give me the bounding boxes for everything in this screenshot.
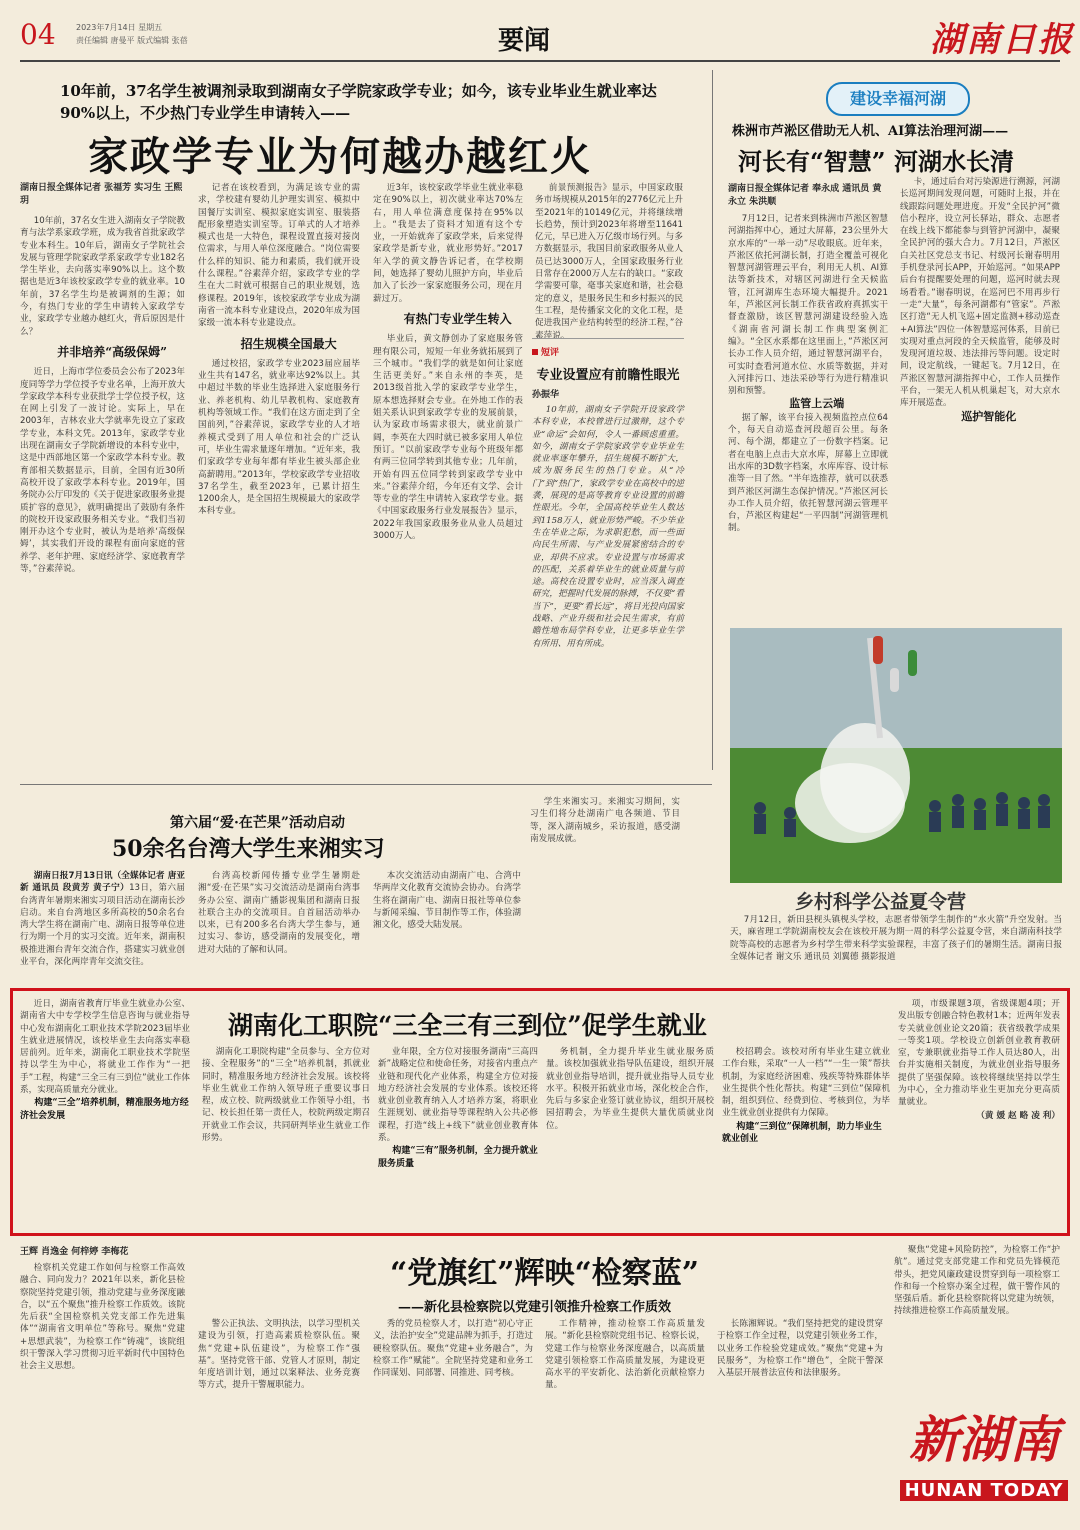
lead-subheading-3: 有热门专业学生转入 [403,311,512,326]
lead-column-2 [198,182,360,779]
vocational-column-1 [20,998,190,1230]
vocational-column-4: 务机制，全力提升毕业生就业服务质量。该校加强就业指导队伍建设，组织开展就业创业指导培训，提升就业指导人员专业水平。积极开拓就业市场，深化校企合作，先后与多家企业签订就业协议，组织开展校园招聘会，为毕业生提供大量优质就业岗位。 [546,1047,714,1131]
lead-paragraph-6: 毕业后，黄文静创办了家庭服务管理有限公司，短短一年业务就拓展到了三个城市。“我们学的就是如何让家庭生活更美好。”来自永州的李英，是2013级首批入学的家政学专业学生，原本想选择财会专业。在外地工作的表姐关系认识到家政学专业的发展前景，认为家政市场需求很大，就业前景广阔，李英在大四时就已被多家用人单位预订。“以前家政学专业每个班级年都有两三位同学转到其他专业；几年前，开始有四五位同学转到家政学专业中来。”谷素萍介绍，今年还有文学、会计等专业的学生申请转入家政学专业。据《中国家政服务行业发展报告》显示，2022年我国家政服务业从业人员超过3000万人。 [373,334,523,542]
taiwan-column-3: 本次交流活动由湖南广电、合湾中华两岸文化教育交流协会协办。台湾学生将在湖南广电、湖南日报社等单位参与新闻采编、节目制作等工作，体验湖湘文化，感受大陆发展。 [373,871,521,931]
party-column-5: 长陈湘辉说。“我们坚持把党的建设贯穿于检察工作全过程，以党建引领业务工作，以业务工作检验党建成效。”聚焦“党建+为民服务”，为检察工作“增色”，全院干警深入基层开展普法宣传和法律服务。 [717,1319,883,1379]
taiwan-column-1 [20,870,185,978]
commentary-author: 孙振华 [532,390,560,400]
party-column-2: 警公正执法、文明执法，以学习型机关建设为引领，打造高素质检察队伍。聚焦“党建+队伍建设”，为检察工作“强基”。坚持党管干部、党管人才原则，制定年度培训计划，通过以案释法、业务竞赛等方式，提升干警履职能力。 [198,1319,360,1391]
commentary-tag-text: 短评 [541,348,560,358]
lead-paragraph-7: 前景预测报告》显示，中国家政服务市场规模从2015年的2776亿元上升至2021年的10149亿元，并将继续增长趋势，预计到2023年将增至11641亿元，早已进入万亿级市场行列。与多方数据显示，我国目前家政服务从业人员已达3000万人，全国家政服务行业日常存在2000万人左右的缺口。“家政学需要可靠，毫事关家庭和谐，社会稳定的意义，是服务民生和乡村振兴的民生工程，是传播家文化的文化工程，是促进我国产业结构转型的经济工程，”谷素萍说。 [535,183,683,341]
vocational-paragraph-1: 近日，湖南省教育厅毕业生就业办公室、湖南省大中专学校学生信息咨询与就业指导中心发布湖南化工职业技术学院2023届毕业生就业进展情况，该校毕业生去向落实率稳居前列。近年来，湖南化工职业技术学院坚持以学生为中心，将就业工作作为“一把手”工程，构建“三全三有三到位”就业工作体系，实现高质量充分就业。 [20,999,190,1096]
commentary-box [532,338,684,779]
commentary-title: 专业设置应有前瞻性眼光 [536,368,680,383]
photo-caption: 7月12日，新田县枧头镇枧头学校，志愿者带领学生制作的“水火箭”升空发射。当天，麻省理工学院湖南校友会在该校开展为期一周的科学公益夏令营，来自湖南科技学院等高校的志愿者为乡村学生带来科学实验课程，丰富了孩子们的暑期生活。湖南日报全媒体记者 谢文乐 通讯员 刘翼德 摄影报道 [730,915,1062,962]
summer-camp-photo-illustration [730,628,1062,883]
river-kicker: 株洲市芦淞区借助无人机、AI算法治理河湖—— [732,124,1009,139]
commentary-tag [532,345,684,358]
hunan-today-logo [900,1400,1068,1525]
party-column-6: 聚焦“党建+风险防控”，为检察工作“护航”。通过党支部党建工作和党员先锋模范带头，把党风廉政建设贯穿到每一项检察工作和每一个检察办案全过程，做干警作风的坚强后盾。新化县检察院将以党建为统领，持续推进检察工作高质量发展。 [894,1245,1060,1317]
river-paragraph-1: 7月12日，记者来到株洲市芦淞区智慧河湖指挥中心，通过大屏幕，23公里外大京水库的“一举一动”尽收眼底。近年来，芦淞区依托河湖长制，打造全覆盖可视化智慧河湖管理云平台，利用无人机、AI算法等新技术，对辖区河湖进行全天候监管，江河湖库生态环境大幅提升。2021年，芦淞区河长制工作获省政府真抓实干督查激励，该区智慧河湖建设经验入选《湖南省河湖长制工作典型案例汇编》。“全区水系都在这里面上，”芦淞区河长办工作人员介绍，通过智慧河湖平台，可实时查看河道水位、水质等数据，并对入河排污口、违法采砂等行为进行精准识别和预警。 [728,214,888,397]
lead-paragraph-4: 通过校招，家政学专业2023届应届毕业生共有147名，就业率达92%以上。其中超过半数的毕业生选择进入家庭服务行业、养老机构、幼儿早教机构、家庭教育机构等领域工作。“我们在这方面走到了全国前列，”谷素萍说，家政学专业的人才培养模式受到了用人单位和社会的广泛认可，毕业生需求量逐年增加。“近年来，我们家政学专业每年都有毕业生被头部企业高薪聘用。”2013年，学校家政学专业招收37名学生，截至2023年，已累计招生1200余人，是全国招生规模最大的家政学本科专业。 [198,358,360,517]
lead-kicker: 10年前，37名学生被调剂录取到湖南女子学院家政学专业；如今，该专业毕业生就业率达90%以上，不少热门专业学生申请转入—— [60,82,657,122]
page-header [0,0,1080,60]
commentary-tag-marker [532,349,538,355]
lead-column-3 [373,182,523,779]
vocational-paragraph-5: 校招聘会。该校对所有毕业生建立就业工作台账，采取“一人一档”“一生一策”帮扶机制，为家庭经济困难、残疾等特殊群体毕业生提供个性化帮扶。构建“三到位”保障机制，组织到位、经费到位、考核到位，为毕业生就业创业提供有力保障。 [722,1047,890,1119]
lead-paragraph-3: 记者在该校看到，为满足该专业的需求，学校建有婴幼儿护理实训室、模拟中国餐厅实训室、模拟家庭实训室、服装搭配形象塑造实训室等。订单式的人才培养模式也是一大特色，课程设置直接对接岗位需求，与用人单位深度融合。“岗位需要什么样的知识、能力和素质，我们就开设什么课程。”谷素萍介绍，家政学专业的学生在大二时就可根据自己的职业规划，选修课程。2019年，该校家政学专业成为湖南省一流本科专业建设点，2020年成为国家级一流本科专业建设点。 [198,183,360,329]
party-byline: 王辉 肖逸金 何梓婷 李梅花 [20,1247,129,1257]
vocational-column-5 [722,1046,890,1230]
page-number: 04 [20,18,56,51]
vocational-subheading-3: 构建“三到位”保障机制，助力毕业生就业创业 [722,1121,882,1145]
party-column-3: 秀的党员检察人才，以打造“初心守正义，法治护安全”党建品牌为抓手，打造过硬检察队伍。聚焦“党建+业务融合”，为检察工作“赋能”。全院坚持党建和业务工作同谋划、同部署、同推进、同考核。 [373,1319,533,1379]
river-title: 河长有“智慧” 河湖水长清 [738,147,1014,176]
taiwan-title: 50余名台湾大学生来湘实习 [112,836,385,862]
lead-paragraph-1: 10年前，37名女生进入湖南女子学院教育与法学系家政学班，成为我省首批家政学专业本科生。10年后，湖南女子学院社会发展与管理学院家政学系家政学专业182名学生毕业，去向落实率90%以上。这个数据也是近3年该校家政学专业的就业率。10年前，37名学生均是被调剂的生源；如今，有热门专业的学生申请转入家政学专业，家政学专业越办越红火，背后原因是什么？ [20,216,185,337]
vocational-title: 湖南化工职院“三全三有三到位”促学生就业 [228,1011,707,1040]
hunan-today-logo-en: HUNAN TODAY [900,1480,1068,1501]
vocational-subheading-1: 构建“三全”培养机制，精准服务地方经济社会发展 [20,1098,189,1121]
taiwan-byline-paragraph [20,870,185,968]
lead-title: 家政学专业为何越办越红火 [88,133,592,180]
party-title: “党旗红”辉映“检察蓝” [390,1256,700,1291]
vocational-paragraph-6: 项，市级课题3项，省级课题4项；开发出版专创融合特色教材1本；近两年发表专关就业创业论文20篇；获省级教学成果一等奖1项。学校设立创新创业教育教研室，专兼职就业指导工作人员达80人，出台并实施相关制度，为就业创业指导服务提供了坚强保障。该校将继续坚持以学生为中心，全力推动毕业生更加充分更高质量就业。 [898,999,1060,1108]
taiwan-column-2: 台湾高校新闻传播专业学生暑期赴湘“爱·在芒果”实习交流活动是湖南台湾事务办公室、湖南广播影视集团和湖南日报社联合主办的交流项目。自首届活动举办以来，已有200多名台湾大学生参与，通过实习、参访，感受湖南的发展变化，增进对大陆的了解和认同。 [198,871,360,955]
lead-column-4 [535,182,683,341]
lead-subheading-2: 招生规模全国最大 [240,336,337,351]
vocational-subheading-2: 构建“三有”服务机制，全力提升就业服务质量 [378,1146,538,1169]
taiwan-byline: 湖南日报7月13日讯（全媒体记者 唐亚新 通讯员 段黄芳 黄子宁） [20,871,185,894]
page-date: 2023年7月14日 星期五 [76,23,163,32]
party-kicker: ——新化县检察院以党建引领推升检察工作质效 [398,1300,672,1315]
party-column-4: 工作精神，推动检察工作高质量发展。“新化县检察院党组书记、检察长说，党建工作与检察业务深度融合，以高质量党建引领检察工作高质量发展，为建设更高水平的平安新化、法治新化贡献检察力量。 [545,1319,705,1391]
hunan-today-logo-cn: 新湖南 [909,1410,1059,1469]
river-column-2 [900,176,1060,623]
party-column-1: 检察机关党建工作如何与检察工作高效融合、同向发力？2021年以来，新化县检察院坚持党建引领，推动党建与业务深度融合，以“五个聚焦”推升检察工作质效。该院先后获“全国检察机关党支部工作先进集体”“湖南省文明单位”等称号。聚焦“党建+思想武装”，为检察工作“铸魂”，该院组织干警深入学习贯彻习近平新时代中国特色社会主义思想。 [20,1263,185,1372]
lead-paragraph-5: 近3年，该校家政学毕业生就业率稳定在90%以上，初次就业率达70%左右，用人单位满意度保持在95%以上。“我是去了资料才知道有这个专业，一开始就奔了家政学来，后来觉得家政学是新专业，就业形势好。”2017年入学的黄文静告诉记者，在学校期间，她选择了婴幼儿照护方向，毕业后加入了长沙一家家庭服务公司，现在月薪过万。 [373,183,523,304]
river-badge [826,82,970,116]
river-paragraph-2: 据了解，该平台接入视频监控点位64个，每天自动巡查河段超百公里。每条河、每个湖，都建立了一份数字档案。记者在电脑上点击大京水库，屏幕上立即就出水库的3D数字档案，水库库容、设计标准等一目了然。“半年选推荐，就可以获悉到芦淞区河湖生态保护情况。”芦淞区河长办工作人员介绍，依托智慧河湖云管理平台，芦淞区构建起“一平四制”河湖管理机制。 [728,412,888,534]
river-subheading-1: 监管上云端 [789,397,845,411]
taiwan-column-4: 学生来湘实习。来湘实习期间，实习生们将分赴湖南广电各频道、节目等，深入湖南城乡，采访报道，感受湖南发展成就。 [530,797,680,844]
photo-title: 乡村科学公益夏令营 [795,891,967,913]
river-subheading-2: 巡护智能化 [961,409,1017,423]
section-title: 要闻 [498,26,551,56]
newspaper-logo: 湖南日报 [930,20,1074,60]
taiwan-paragraph-1: 13日，第六届台湾青年暑期来湘实习项目活动在湖南长沙启动。来自台湾地区多所高校的50余名台湾大学生将在湖南广电、湖南日报等单位进行为期一个月的实习交流。近年来，湖南积极推进湘台青年交流合作，搭建实习就业创业平台，深化两岸青年交流交往。 [20,883,185,968]
commentary-body: 10年前，湖南女子学院开设家政学本科专业，本校曾进行过激辩，这个专业“命运”会如何，令人一番顾虑重重。如今，湖南女子学院家政学专业毕业生就业率逐年攀升，招生规模不断扩大，成为服务民生的热门专业。从“冷门”到“热门”，家政学专业在高校中的逆袭，展现的是高等教育专业设置的前瞻性眼光。今年，全国高校毕业生人数达到1158万人，就业形势严峻。不少毕业生在毕业之际，为求职犯愁，而一些面向民生所需、与产业发展紧密结合的专业，却供不应求。专业设置与市场需求的匹配，关系着毕业生的就业质量与前途。高校在设置专业时，应当深入调查研究，把握时代发展的脉搏，不仅要“看当下”，更要“看长远”，将目光投向国家战略、产业升级和社会民生需求，有前瞻性地布局学科专业，让更多毕业生学有所用、用有所成。 [532,405,684,649]
river-badge-text: 建设幸福河湖 [849,89,946,108]
summer-camp-photo [730,628,1062,883]
lead-paragraph-2: 近日，上海市学位委员会公布了2023年度同等学力学位授予专业名单，上海开放大学家政学本科专业获批学士学位授予权，这在网上引发了一波讨论。实际上，早在2003年，吉林农业大学就率先设立了家政学专业，本科文凭。2013年，家政学专业出现在湖南女子学院新增设的本科专业中，这是中西部地区第一个家政学本科专业。教育部相关数据显示，目前，全国有近30所高校开设了家政学本科专业。2019年，国务院办公厅印发的《关于促进家政服务业提质扩容的意见》，就明确提出了鼓励有条件的院校开设家政服务相关专业。“我们当初刚开办这个专业时，被认为是培养‘高级保姆’，其实我们开设的课程有面向家庭的营养学、老年护理、家庭经济学、家庭教育学等，”谷素萍说。 [20,367,185,575]
vocational-author: （黄 媛 赵 略 凌 利） [976,1110,1060,1121]
river-column-1 [728,213,888,623]
vocational-paragraph-3: 业年限，全方位对接服务湖南“三高四新”战略定位和使命任务，对接省内重点产业链和现代化产业体系，构建全方位对接地方经济社会发展的专业体系。该校还将就业创业教育纳入人才培养方案，将职业生涯规划、就业指导等课程纳入公共必修课程，打造“线上+线下”就业创业教育体系。 [378,1047,538,1144]
taiwan-kicker: 第六届“爱·在芒果”活动启动 [170,815,345,831]
vocational-column-3 [378,1046,538,1230]
river-paragraph-3: 卡，通过后台对污染源进行溯源，河湖长巡河期间发现问题，可随时上报，并在线跟踪问题处理进度。开发“全民护河”微信小程序，设立河长驿站，群众、志愿者在线上线下都能参与到管护河湖中，凝聚全民护河的强大合力。7月12日，芦淞区白关社区党总支书记、村级河长谢春明用手机登录河长APP，开始巡河。“如果APP后台有提醒要处理的问题，巡河时就去现场看看。”谢春明说，在巡河巴不用再步行一走“大量”，每条河湖都有“管家”。芦淞区打造“无人机飞巡+固定监测+移动巡查+AI算法”四位一体智慧巡河体系，目前已实现对重点河段的全天候监管，能够及时发现河道垃圾、违法排污等问题。设定时间，设定航线，一键起飞。7月12日，在芦淞区智慧河湖指挥中心，工作人员操作平台，一架无人机从机巢起飞，对大京水库开展巡查。 [900,177,1060,409]
vocational-column-6 [898,998,1060,1230]
page-editors: 责任编辑 唐曼平 版式编辑 张蓓 [76,36,188,45]
river-byline: 湖南日报全媒体记者 奉永成 通讯员 黄永立 朱洪顺 [728,184,882,207]
lead-byline: 湖南日报全媒体记者 张福芳 实习生 王熙玥 [20,183,183,206]
lead-column-1 [20,215,185,779]
vocational-column-2: 湖南化工职院构建“全员参与、全方位对接、全程服务”的“三全”培养机制，抓就业同时，精准服务地方经济社会发展。该校将毕业生就业工作纳入领导班子重要议事日程，成立校、院两级就业工作领导小组，书记、校长担任第一责任人，校院两级定期召开就业工作会议，共同研判毕业生就业工作形势。 [202,1047,370,1144]
lead-subheading-1: 并非培养“高级保姆” [57,344,167,359]
